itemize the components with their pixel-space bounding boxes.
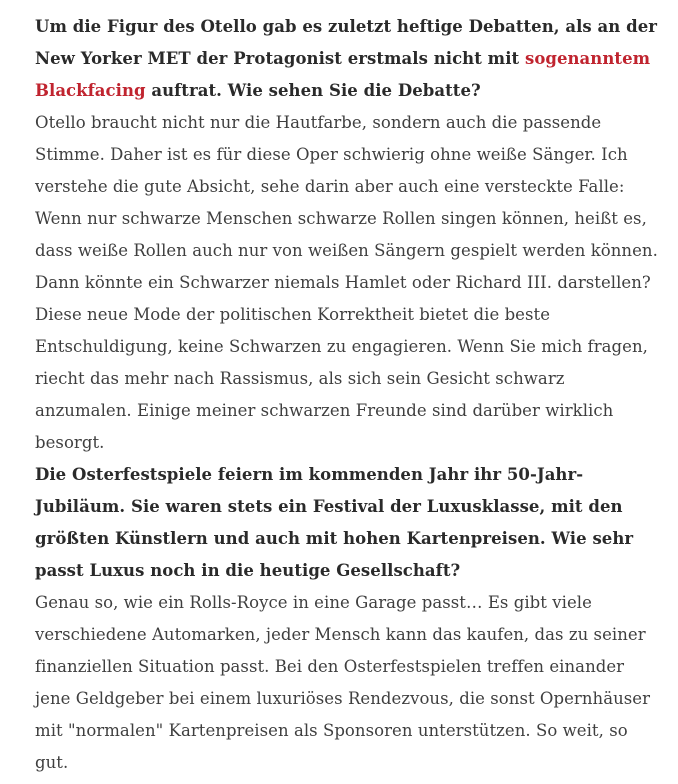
blackfacing-link[interactable]: sogenanntem Blackfacing — [35, 49, 651, 100]
interview-question-otello — [35, 11, 660, 107]
interview-answer-osterfestspiele: Genau so, wie ein Rolls-Royce in eine Garage passt… Es gibt viele verschiedene Automarken, jeder Mensch kann das kaufen, das zu seiner finanziellen Situation passt. Bei den Osterfestspielen treffen einander jene Geldgeber bei einem luxuriöses Rendezvous, die sonst Opernhäuser mit "normalen" Kartenpreisen als Sponsoren unterstützen. So weit, so gut. — [35, 593, 651, 772]
article-body — [35, 11, 660, 779]
interview-answer-otello: Otello braucht nicht nur die Hautfarbe, sondern auch die passende Stimme. Daher ist es für diese Oper schwierig ohne weiße Sänger. Ich verstehe die gute Absicht, sehe darin aber auch eine versteckte Falle: Wenn nur schwarze Menschen schwarze Rollen singen können, heißt es, dass weiße Rollen auch nur von weißen Sängern gespielt werden können. Dann könnte ein Schwarzer niemals Hamlet oder Richard III. darstellen? Diese neue Mode der politischen Korrektheit bietet die beste Entschuldigung, keine Schwarzen zu engagieren. Wenn Sie mich fragen, riecht das mehr nach Rassismus, als sich sein Gesicht schwarz anzumalen. Einige meiner schwarzen Freunde sind darüber wirklich besorgt. — [35, 113, 658, 452]
question-text-start: Um die Figur des Otello gab es zuletzt heftige Debatten, als an der New Yorker MET der Protagonist erstmals nicht mit — [35, 17, 657, 68]
interview-question-osterfestspiele: Die Osterfestspiele feiern im kommenden Jahr ihr 50-Jahr-Jubiläum. Sie waren stets ein Festival der Luxusklasse, mit den größten Künstlern und auch mit hohen Kartenpreisen. Wie sehr passt Luxus noch in die heutige Gesellschaft? — [35, 465, 634, 580]
question-text-end: auftrat. Wie sehen Sie die Debatte? — [145, 81, 481, 100]
